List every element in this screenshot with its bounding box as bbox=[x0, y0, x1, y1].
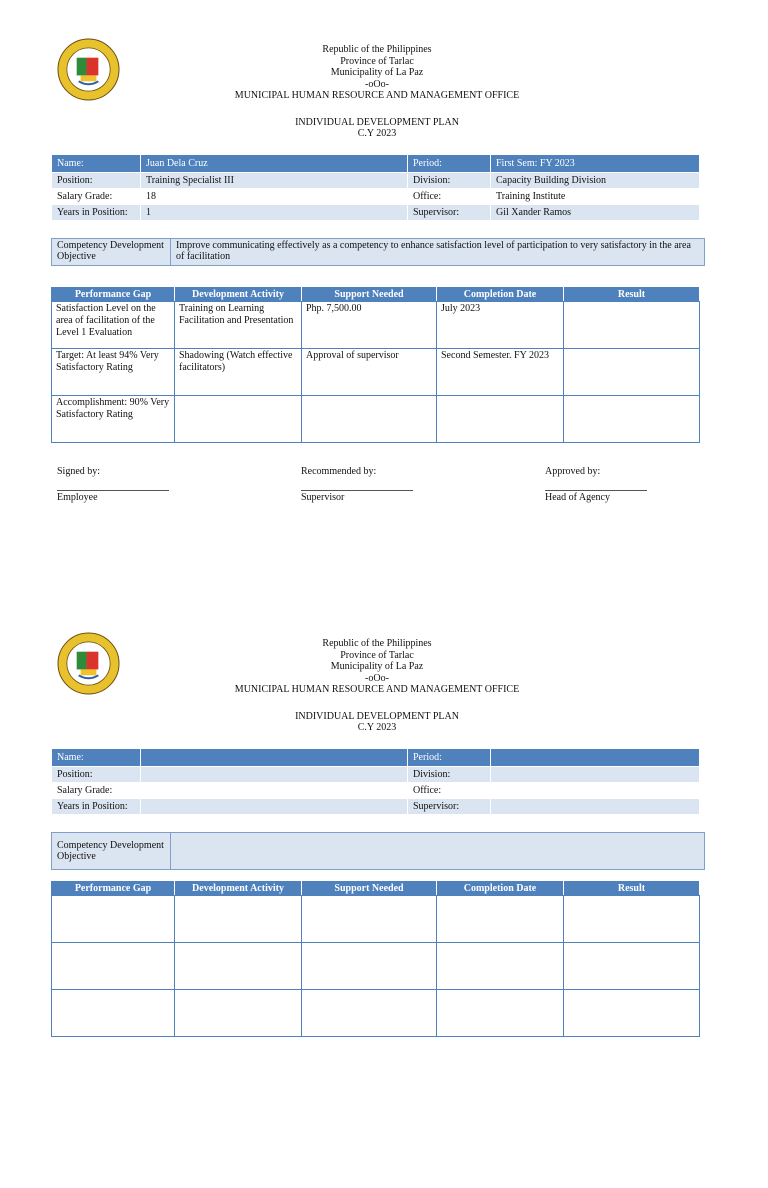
table-cell: Second Semester. FY 2023 bbox=[437, 349, 564, 396]
division-label: Division: bbox=[408, 767, 491, 783]
table-cell bbox=[564, 302, 700, 349]
calendar-year: C.Y 2023 bbox=[357, 128, 397, 139]
table-cell bbox=[437, 396, 564, 443]
col-development-activity: Development Activity bbox=[175, 288, 302, 302]
signature-line bbox=[545, 490, 647, 491]
table-row bbox=[52, 896, 700, 943]
municipal-seal-icon bbox=[57, 632, 120, 695]
division-value: Capacity Building Division bbox=[491, 173, 700, 189]
municipality-line: Municipality of La Paz bbox=[330, 67, 424, 78]
table-cell bbox=[564, 349, 700, 396]
development-table bbox=[51, 881, 700, 1037]
competency-label: Competency Development Objective bbox=[52, 833, 171, 870]
signed-by-label: Signed by: bbox=[57, 466, 101, 477]
calendar-year: C.Y 2023 bbox=[357, 722, 397, 733]
table-cell bbox=[175, 396, 302, 443]
table-cell bbox=[302, 990, 437, 1037]
position-value bbox=[141, 767, 408, 783]
col-support-needed: Support Needed bbox=[302, 882, 437, 896]
supervisor-value: Gil Xander Ramos bbox=[491, 205, 700, 221]
table-header-row bbox=[52, 288, 700, 302]
col-result: Result bbox=[564, 882, 700, 896]
table-cell bbox=[52, 896, 175, 943]
divider-line: -oOo- bbox=[365, 78, 389, 90]
table-cell bbox=[302, 396, 437, 443]
salary-value bbox=[141, 783, 408, 799]
position-label: Position: bbox=[52, 173, 141, 189]
col-result: Result bbox=[564, 288, 700, 302]
table-cell bbox=[302, 896, 437, 943]
table-cell bbox=[302, 943, 437, 990]
head-label: Head of Agency bbox=[545, 492, 610, 503]
col-performance-gap: Performance Gap bbox=[52, 288, 175, 302]
table-cell bbox=[175, 990, 302, 1037]
salary-value: 18 bbox=[141, 189, 408, 205]
table-cell bbox=[564, 990, 700, 1037]
col-completion-date: Completion Date bbox=[437, 288, 564, 302]
salary-label: Salary Grade: bbox=[52, 783, 141, 799]
period-value: First Sem: FY 2023 bbox=[491, 155, 700, 173]
table-row bbox=[52, 302, 700, 349]
signature-block-employee bbox=[57, 466, 169, 503]
period-label: Period: bbox=[408, 749, 491, 767]
years-label: Years in Position: bbox=[52, 205, 141, 221]
table-cell bbox=[52, 943, 175, 990]
employee-info-table bbox=[51, 748, 700, 815]
col-performance-gap: Performance Gap bbox=[52, 882, 175, 896]
salary-label: Salary Grade: bbox=[52, 189, 141, 205]
municipality-line: Municipality of La Paz bbox=[330, 661, 424, 672]
period-label: Period: bbox=[408, 155, 491, 173]
supervisor-value bbox=[491, 799, 700, 815]
office-label: Office: bbox=[408, 783, 491, 799]
competency-table bbox=[51, 238, 705, 266]
table-cell: Php. 7,500.00 bbox=[302, 302, 437, 349]
col-development-activity: Development Activity bbox=[175, 882, 302, 896]
office-line: MUNICIPAL HUMAN RESOURCE AND MANAGEMENT OFFICE bbox=[234, 684, 520, 695]
letterhead bbox=[227, 638, 527, 696]
name-value: Juan Dela Cruz bbox=[141, 155, 408, 173]
office-label: Office: bbox=[408, 189, 491, 205]
table-cell bbox=[437, 896, 564, 943]
table-row bbox=[52, 189, 700, 205]
table-cell bbox=[564, 896, 700, 943]
province-line: Province of Tarlac bbox=[340, 649, 414, 661]
competency-label: Competency Development Objective bbox=[52, 239, 171, 266]
development-table bbox=[51, 287, 700, 443]
table-cell: Target: At least 94% Very Satisfactory Rating bbox=[52, 349, 175, 396]
competency-value: Improve communicating effectively as a competency to enhance satisfaction level of participation to very satisfactory in the area of facilitation bbox=[171, 239, 705, 266]
approved-by-label: Approved by: bbox=[545, 466, 601, 477]
table-row bbox=[52, 239, 705, 266]
years-label: Years in Position: bbox=[52, 799, 141, 815]
table-row bbox=[52, 833, 705, 870]
divider-line: -oOo- bbox=[365, 672, 389, 684]
table-row bbox=[52, 749, 700, 767]
supervisor-label: Supervisor: bbox=[408, 205, 491, 221]
office-value bbox=[491, 783, 700, 799]
table-cell: July 2023 bbox=[437, 302, 564, 349]
table-row bbox=[52, 173, 700, 189]
table-cell: Approval of supervisor bbox=[302, 349, 437, 396]
table-row bbox=[52, 943, 700, 990]
table-row bbox=[52, 783, 700, 799]
table-cell bbox=[564, 396, 700, 443]
table-cell bbox=[175, 943, 302, 990]
country-line: Republic of the Philippines bbox=[322, 44, 432, 55]
table-cell bbox=[52, 990, 175, 1037]
table-cell bbox=[175, 896, 302, 943]
employee-label: Employee bbox=[57, 492, 98, 503]
office-value: Training Institute bbox=[491, 189, 700, 205]
blank-form-page bbox=[0, 594, 768, 1188]
division-value bbox=[491, 767, 700, 783]
table-cell: Shadowing (Watch effective facilitators) bbox=[175, 349, 302, 396]
division-label: Division: bbox=[408, 173, 491, 189]
table-cell: Training on Learning Facilitation and Presentation bbox=[175, 302, 302, 349]
table-cell: Accomplishment: 90% Very Satisfactory Rating bbox=[52, 396, 175, 443]
province-line: Province of Tarlac bbox=[340, 55, 414, 67]
country-line: Republic of the Philippines bbox=[322, 638, 432, 649]
signature-line bbox=[57, 490, 169, 491]
table-cell bbox=[564, 943, 700, 990]
table-row bbox=[52, 205, 700, 221]
title-text: INDIVIDUAL DEVELOPMENT PLAN bbox=[295, 711, 459, 722]
recommended-by-label: Recommended by: bbox=[301, 466, 377, 477]
table-row bbox=[52, 990, 700, 1037]
table-row bbox=[52, 767, 700, 783]
name-value bbox=[141, 749, 408, 767]
col-support-needed: Support Needed bbox=[302, 288, 437, 302]
table-row bbox=[52, 396, 700, 443]
table-cell bbox=[437, 990, 564, 1037]
name-label: Name: bbox=[52, 749, 141, 767]
title-text: INDIVIDUAL DEVELOPMENT PLAN bbox=[295, 117, 459, 128]
years-value: 1 bbox=[141, 205, 408, 221]
table-cell: Satisfaction Level on the area of facilitation of the Level 1 Evaluation bbox=[52, 302, 175, 349]
competency-table bbox=[51, 832, 705, 870]
signature-block-head bbox=[545, 466, 647, 503]
table-row bbox=[52, 349, 700, 396]
document-title bbox=[227, 711, 527, 733]
position-value: Training Specialist III bbox=[141, 173, 408, 189]
signature-line bbox=[301, 490, 413, 491]
employee-info-table bbox=[51, 154, 700, 221]
table-row bbox=[52, 155, 700, 173]
period-value bbox=[491, 749, 700, 767]
supervisor-sig-label: Supervisor bbox=[301, 492, 345, 503]
table-header-row bbox=[52, 882, 700, 896]
supervisor-label: Supervisor: bbox=[408, 799, 491, 815]
signature-block-supervisor bbox=[301, 466, 413, 503]
name-label: Name: bbox=[52, 155, 141, 173]
position-label: Position: bbox=[52, 767, 141, 783]
letterhead bbox=[227, 44, 527, 102]
table-row bbox=[52, 799, 700, 815]
table-cell bbox=[437, 943, 564, 990]
municipal-seal-icon bbox=[57, 38, 120, 101]
competency-value bbox=[171, 833, 705, 870]
office-line: MUNICIPAL HUMAN RESOURCE AND MANAGEMENT OFFICE bbox=[234, 90, 520, 101]
document-title bbox=[227, 117, 527, 139]
years-value bbox=[141, 799, 408, 815]
col-completion-date: Completion Date bbox=[437, 882, 564, 896]
